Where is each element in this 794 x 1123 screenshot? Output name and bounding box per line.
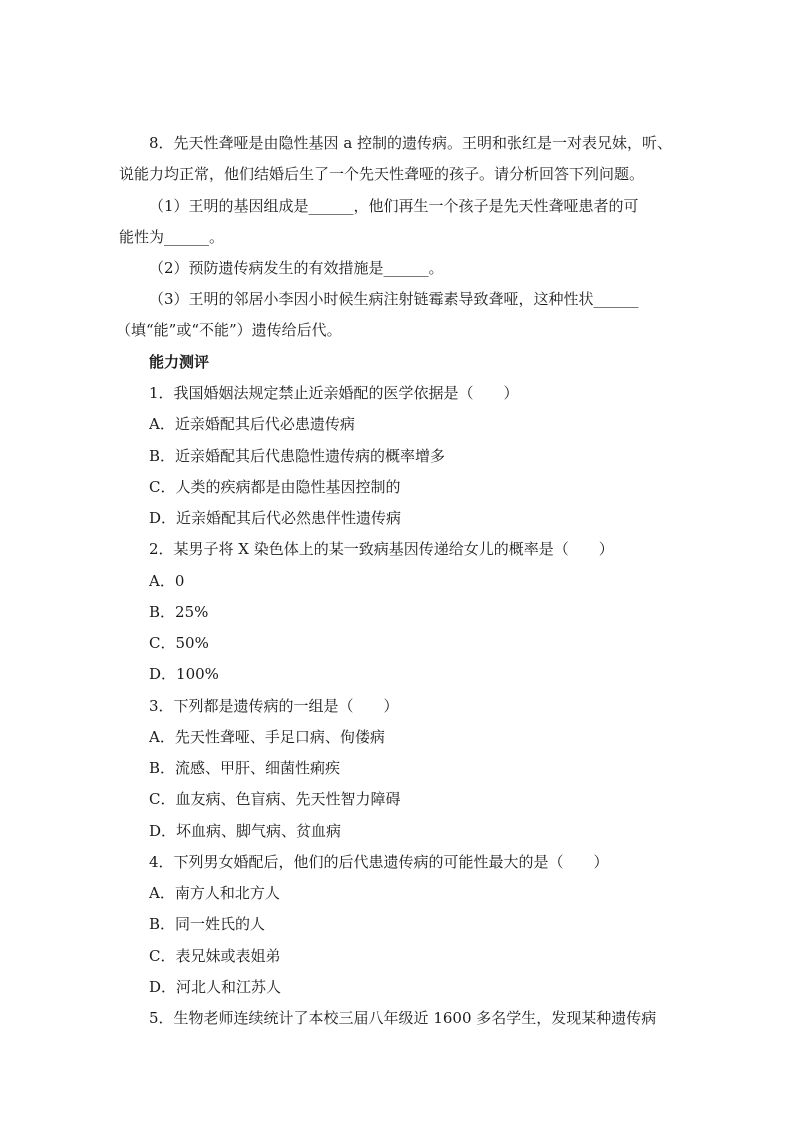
question-option: A．南方人和北方人 xyxy=(149,884,280,902)
question-option: D．近亲婚配其后代必然患伴性遗传病 xyxy=(149,509,402,527)
question-option: C．血友病、色盲病、先天性智力障碍 xyxy=(149,790,401,808)
q8-sub3-line-1: （3）王明的邻居小李因小时候生病注射链霉素导致聋哑，这种性状______ xyxy=(149,290,639,308)
q8-sub3-line-2: （填“能”或“不能”）遗传给后代。 xyxy=(116,321,342,339)
q8-sub1-line-1: （1）王明的基因组成是______，他们再生一个孩子是先天性聋哑患者的可 xyxy=(149,197,639,215)
question-option: B．近亲婚配其后代患隐性遗传病的概率增多 xyxy=(149,447,446,465)
question-option: D．河北人和江苏人 xyxy=(149,978,282,996)
question-stem: 4．下列男女婚配后，他们的后代患遗传病的可能性最大的是（ ） xyxy=(149,853,609,871)
question-stem: 2．某男子将 X 染色体上的某一致病基因传递给女儿的概率是（ ） xyxy=(149,540,614,558)
question-option: B．同一姓氏的人 xyxy=(149,915,266,933)
section-title: 能力测评 xyxy=(149,353,210,371)
q8-sub1-line-2: 能性为______。 xyxy=(119,228,225,246)
q8-sub2: （2）预防遗传病发生的有效措施是______。 xyxy=(149,259,444,277)
question-option: D．100% xyxy=(149,665,219,683)
question-option: A．先天性聋哑、手足口病、佝偻病 xyxy=(149,728,385,746)
question-option: C．人类的疾病都是由隐性基因控制的 xyxy=(149,478,401,496)
question-option: B．25% xyxy=(149,603,209,621)
question-option: A．0 xyxy=(149,572,185,590)
question-option: C．表兄妹或表姐弟 xyxy=(149,947,281,965)
question-stem: 1．我国婚姻法规定禁止近亲婚配的医学依据是（ ） xyxy=(149,384,519,402)
q8-intro-line-1: 8．先天性聋哑是由隐性基因 a 控制的遗传病。王明和张红是一对表兄妹，听、 xyxy=(149,134,673,152)
question-stem: 3．下列都是遗传病的一组是（ ） xyxy=(149,697,399,715)
question-option: A．近亲婚配其后代必患遗传病 xyxy=(149,415,355,433)
question-option: B．流感、甲肝、细菌性痢疾 xyxy=(149,759,341,777)
question-stem: 5．生物老师连续统计了本校三届八年级近 1600 多名学生，发现某种遗传病 xyxy=(149,1009,657,1027)
question-option: C．50% xyxy=(149,634,209,652)
question-option: D．坏血病、脚气病、贫血病 xyxy=(149,822,342,840)
q8-intro-line-2: 说能力均正常，他们结婚后生了一个先天性聋哑的孩子。请分析回答下列问题。 xyxy=(119,165,645,183)
